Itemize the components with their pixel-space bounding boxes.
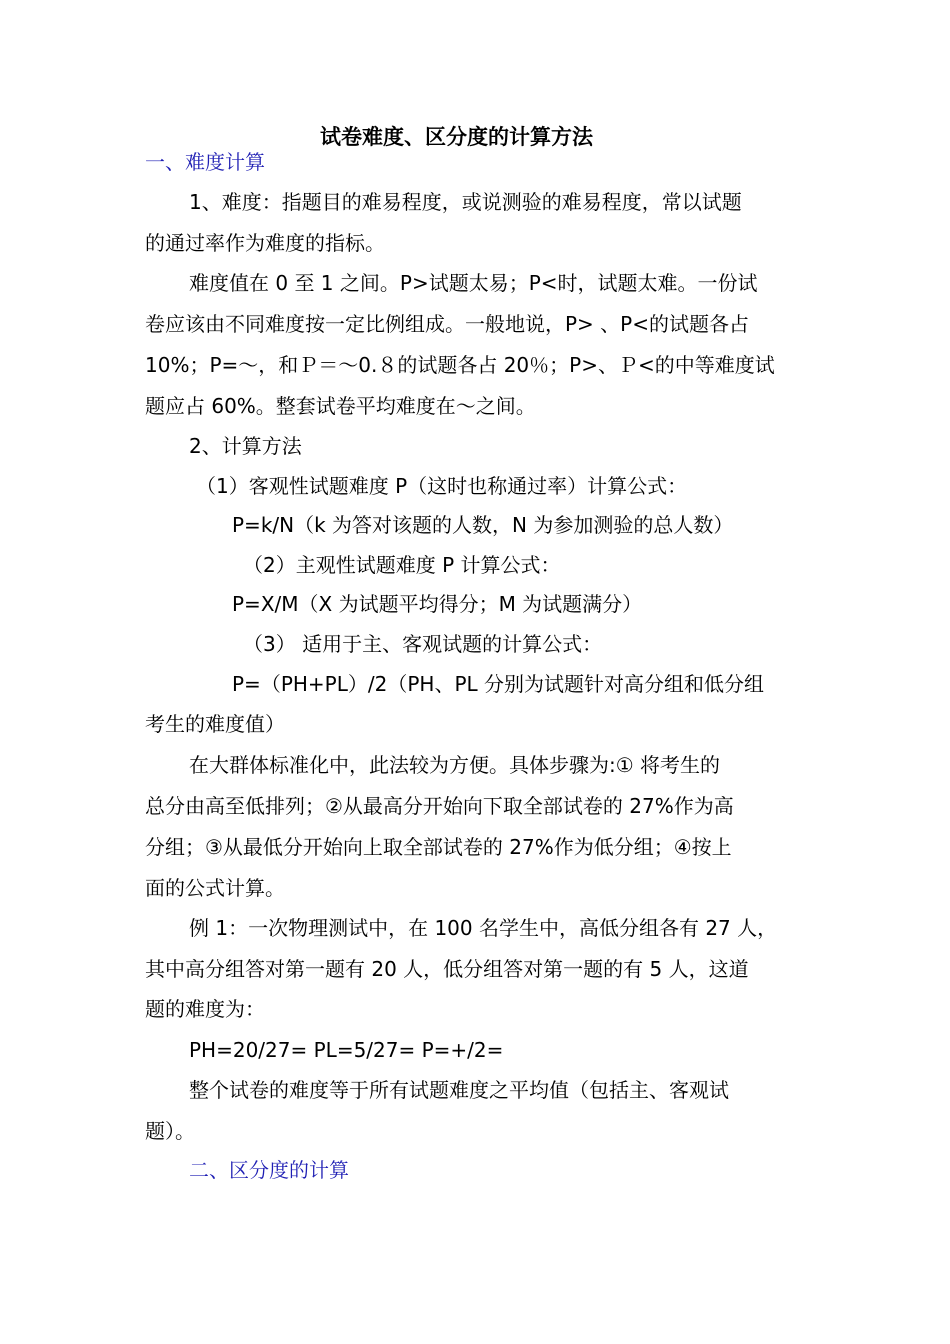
paragraph-line: 在大群体标准化中，此法较为方便。具体步骤为:① 将考生的 [189, 753, 721, 777]
paragraph-line: 卷应该由不同难度按一定比例组成。一般地说，P> 、P<的试题各占 [145, 312, 749, 336]
paragraph-line: 总分由高至低排列；②从最高分开始向下取全部试卷的 27%作为高 [145, 794, 734, 818]
paragraph-line: 整个试卷的难度等于所有试题难度之平均值（包括主、客观试 [189, 1078, 729, 1102]
paragraph-line: 10%；P=～，和Ｐ＝～0.８的试题各占 20％；P>、Ｐ<的中等难度试 [145, 353, 775, 377]
paragraph-line: 难度值在 0 至 1 之间。P>试题太易；P<时，试题太难。一份试 [189, 271, 758, 295]
formula-line: P=（PH+PL）/2（PH、PL 分别为试题针对高分组和低分组 [232, 672, 765, 696]
section-heading-difficulty: 一、难度计算 [145, 150, 265, 174]
section-heading-discrimination: 二、区分度的计算 [189, 1158, 349, 1182]
paragraph-line: 其中高分组答对第一题有 20 人，低分组答对第一题的有 5 人，这道 [145, 957, 749, 981]
paragraph-line: 题的难度为： [145, 997, 265, 1021]
formula-line: P=k/N（k 为答对该题的人数，N 为参加测验的总人数） [232, 513, 734, 537]
document-title: 试卷难度、区分度的计算方法 [320, 125, 593, 149]
paragraph-line: 例 1：一次物理测试中，在 100 名学生中，高低分组各有 27 人， [189, 916, 778, 940]
formula-line: PH=20/27= PL=5/27= P=+/2= [189, 1038, 504, 1062]
paragraph-line: （3） 适用于主、客观试题的计算公式： [243, 632, 603, 656]
paragraph-line: 题应占 60%。整套试卷平均难度在～之间。 [145, 394, 536, 418]
paragraph-line: （1）客观性试题难度 P（这时也称通过率）计算公式： [196, 474, 688, 498]
paragraph-line: 的通过率作为难度的指标。 [145, 231, 385, 255]
paragraph-line: 分组；③从最低分开始向上取全部试卷的 27%作为低分组；④按上 [145, 835, 732, 859]
paragraph-line: 题）。 [145, 1119, 195, 1143]
paragraph-line: 考生的难度值） [145, 712, 285, 736]
paragraph-line: （2）主观性试题难度 P 计算公式： [243, 553, 561, 577]
paragraph-line: 1、难度：指题目的难易程度，或说测验的难易程度，常以试题 [189, 190, 742, 214]
paragraph-line: 2、计算方法 [189, 434, 302, 458]
paragraph-line: 面的公式计算。 [145, 876, 285, 900]
formula-line: P=X/M（X 为试题平均得分；M 为试题满分） [232, 592, 643, 616]
